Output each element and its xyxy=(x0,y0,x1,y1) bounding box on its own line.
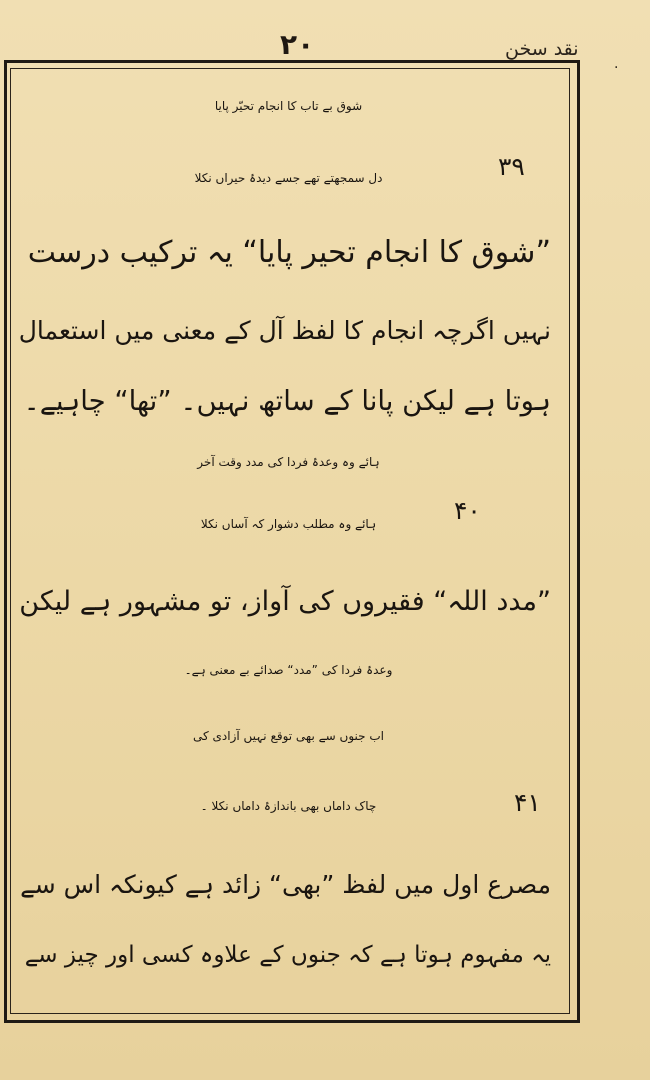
verse-41-line-2: چاک داماں بھی باندازۂ داماں نکلا ۔ xyxy=(200,799,377,813)
verse-40-line-2: ہائے وہ مطلب دشوار کہ آساں نکلا xyxy=(200,517,377,531)
commentary-40-line-2: وعدۂ فردا کی ”مدد“ صدائے بے معنی ہے۔ xyxy=(184,663,393,677)
commentary-41-line-1: مصرع اول میں لفظ ”بھی“ زائد ہے کیونکہ اس سے xyxy=(20,870,551,899)
commentary-41-line-2: یہ مفہوم ہوتا ہے کہ جنوں کے علاوہ کسی اور چیز سے xyxy=(24,942,551,968)
verse-number-41: ۴۱ xyxy=(514,788,541,817)
running-header-title: نقد سخن xyxy=(505,38,579,60)
commentary-39-line-2: نہیں اگرچہ انجام کا لفظ آل کے معنی میں استعمال xyxy=(18,316,551,345)
commentary-40-line-1: ”مدد اللہ“ فقیروں کی آواز، تو مشہور ہے لیکن xyxy=(19,586,551,617)
verse-39-line-2: دل سمجھتے تھے جسے دیدۂ حیراں نکلا xyxy=(194,171,383,185)
verse-39-line-1: شوق بے تاب کا انجام تحیّر پایا xyxy=(214,99,363,113)
verse-40-line-1: ہائے وہ وعدۂ فردا کی مدد وقت آخر xyxy=(197,455,380,469)
corner-mark: · xyxy=(614,60,619,76)
verse-number-40: ۴۰ xyxy=(454,496,481,525)
commentary-39-line-3: ہوتا ہے لیکن پانا کے ساتھ نہیں۔ ”تھا“ چاہیے۔ xyxy=(23,385,551,417)
text-block xyxy=(16,88,561,998)
verse-number-39: ۳۹ xyxy=(498,152,525,181)
commentary-39-line-1: ”شوق کا انجام تحیر پایا“ یہ ترکیب درست xyxy=(27,235,551,270)
page-number: ۲۰ xyxy=(280,28,315,61)
verse-41-line-1: اب جنوں سے بھی توقع نہیں آزادی کی xyxy=(192,729,385,743)
